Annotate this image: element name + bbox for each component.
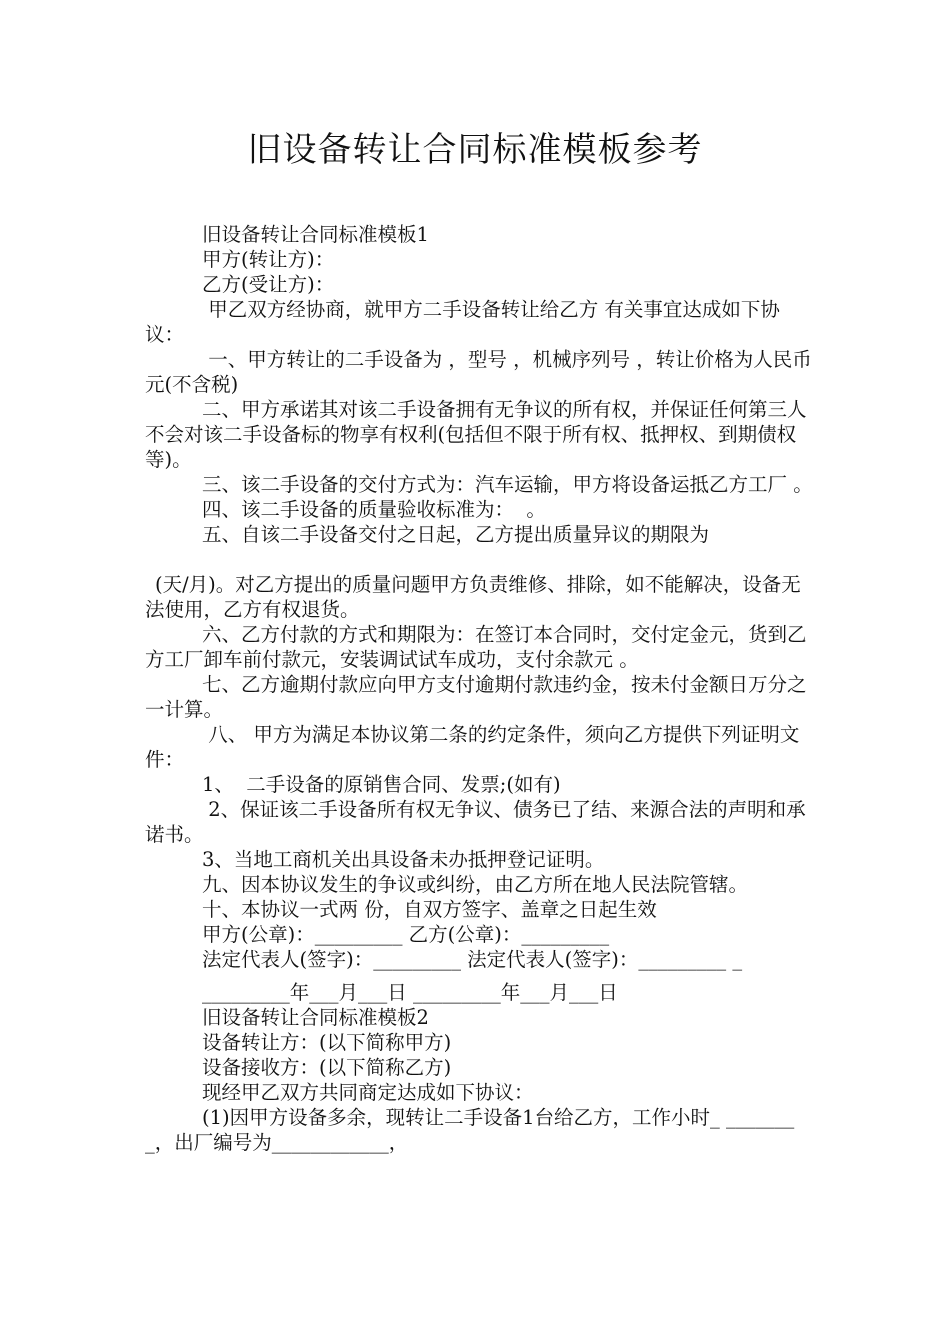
section-heading-template-1: 旧设备转让合同标准模板1 — [202, 223, 429, 246]
clause-1: 一、甲方转让的二手设备为 ，型号 ，机械序列号 ，转让价格为人民币 元(不含税) — [145, 348, 819, 396]
clause-5-continued: (天/月)。对乙方提出的质量问题甲方负责维修、排除，如不能解决，设备无法使用，乙方有权退货。 — [145, 573, 801, 621]
clause-2: 二、甲方承诺其对该二手设备拥有无争议的所有权，并保证任何第三人不会对该二手设备标的物享有权利(包括但不限于所有权、抵押权、到期债权等)。 — [145, 398, 807, 471]
party-a-line: 甲方(转让方)： — [202, 248, 335, 271]
date-line: _________年___月___日 _________年___月___日 — [202, 981, 618, 1004]
template-2-clause-1: (1)因甲方设备多余，现转让二手设备1台给乙方，工作小时_ ________，出厂编号为____________， — [145, 1106, 795, 1154]
clause-10: 十、本协议一式两 份，自双方签字、盖章之日起生效 — [202, 898, 657, 921]
clause-9: 九、因本协议发生的争议或纠纷，由乙方所在地人民法院管辖。 — [202, 873, 749, 896]
signature-line: 法定代表人(签字)：_________ 法定代表人(签字)：_________ _ — [202, 948, 743, 971]
document-title: 旧设备转让合同标准模板参考 — [247, 130, 703, 170]
clause-5: 五、自该二手设备交付之日起，乙方提出质量异议的期限为 — [202, 523, 710, 546]
party-b-line: 乙方(受让方)： — [202, 273, 335, 296]
clause-6: 六、乙方付款的方式和期限为：在签订本合同时，交付定金元，货到乙方工厂卸车前付款元，安装调试试车成功，支付余款元 。 — [145, 623, 807, 671]
clause-8: 八、 甲方为满足本协议第二条的约定条件，须向乙方提供下列证明文件： — [145, 723, 800, 771]
seal-line: 甲方(公章)：_________ 乙方(公章)：_________ — [202, 923, 610, 946]
transferee-line: 设备接收方：(以下简称乙方) — [202, 1056, 452, 1079]
clause-8-item-2: 2、保证该二手设备所有权无争议、债务已了结、来源合法的声明和承诺书。 — [145, 798, 806, 846]
clause-4: 四、该二手设备的质量验收标准为： 。 — [202, 498, 546, 521]
clause-8-item-3: 3、当地工商机关出具设备未办抵押登记证明。 — [202, 848, 605, 871]
transferor-line: 设备转让方：(以下简称甲方) — [202, 1031, 452, 1054]
document-body — [145, 222, 819, 1155]
preamble-paragraph: 甲乙双方经协商，就甲方二手设备转让给乙方 有关事宜达成如下协议： — [145, 298, 780, 346]
clause-8-item-1: 1、 二手设备的原销售合同、发票;(如有) — [202, 773, 561, 796]
clause-7: 七、乙方逾期付款应向甲方支付逾期付款违约金，按未付金额日万分之一计算。 — [145, 673, 807, 721]
clause-3: 三、该二手设备的交付方式为：汽车运输，甲方将设备运抵乙方工厂 。 — [202, 473, 813, 496]
section-heading-template-2: 旧设备转让合同标准模板2 — [202, 1006, 429, 1029]
agreement-intro: 现经甲乙双方共同商定达成如下协议： — [202, 1081, 534, 1104]
